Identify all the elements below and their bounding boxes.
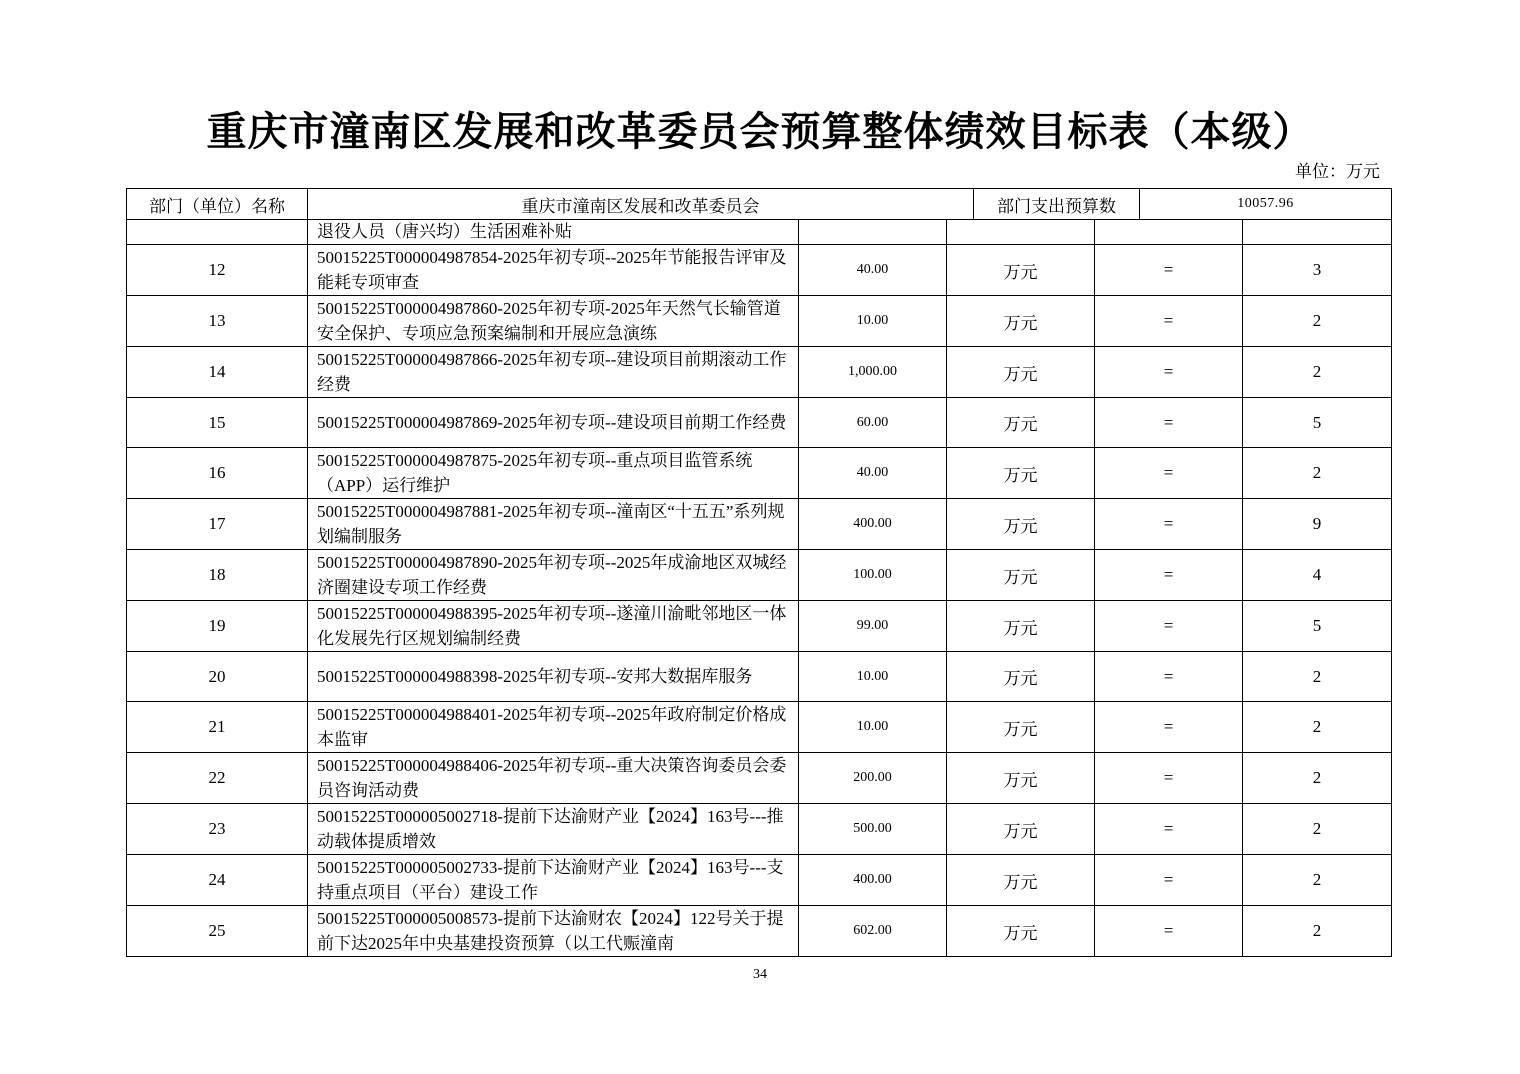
- cell-project: 50015225T000005002733-提前下达渝财产业【2024】163号---支持重点项目（平台）建设工作: [308, 855, 799, 906]
- cell-value: 2: [1243, 448, 1392, 499]
- cell-amount: 10.00: [799, 702, 947, 753]
- cell-op: =: [1095, 652, 1243, 702]
- cell-unit: 万元: [947, 245, 1095, 296]
- cell-no: 12: [127, 245, 308, 296]
- cell-value: 9: [1243, 499, 1392, 550]
- cell-unit: 万元: [947, 702, 1095, 753]
- cell-no: 18: [127, 550, 308, 601]
- cell-op: =: [1095, 499, 1243, 550]
- table-row: [127, 855, 1392, 906]
- cell-project: 50015225T000004987881-2025年初专项--潼南区“十五五”系列规划编制服务: [308, 499, 799, 550]
- table-row: [127, 804, 1392, 855]
- cell-project: 50015225T000005008573-提前下达渝财农【2024】122号关于提前下达2025年中央基建投资预算（以工代赈潼南: [308, 906, 799, 957]
- cell-value: 2: [1243, 906, 1392, 957]
- cell-no: 22: [127, 753, 308, 804]
- table-row: [127, 499, 1392, 550]
- cell-amount: 99.00: [799, 601, 947, 652]
- table-body: [127, 220, 1392, 957]
- cell-unit: 万元: [947, 601, 1095, 652]
- cell-unit: 万元: [947, 855, 1095, 906]
- cell-amount: 100.00: [799, 550, 947, 601]
- cell-unit: 万元: [947, 296, 1095, 347]
- table-row: [127, 753, 1392, 804]
- cell-value: 2: [1243, 702, 1392, 753]
- cell-project: 50015225T000005002718-提前下达渝财产业【2024】163号---推动载体提质增效: [308, 804, 799, 855]
- cell-unit: 万元: [947, 398, 1095, 448]
- cell-value: 2: [1243, 347, 1392, 398]
- cell-op: =: [1095, 906, 1243, 957]
- cell-project: 50015225T000004987869-2025年初专项--建设项目前期工作经费: [308, 398, 799, 448]
- cell-op: =: [1095, 601, 1243, 652]
- budget-label: 部门支出预算数: [974, 189, 1140, 220]
- cell-no: 23: [127, 804, 308, 855]
- cell-amount: 10.00: [799, 652, 947, 702]
- table-row-continued: [127, 220, 1392, 245]
- cell-value: 5: [1243, 601, 1392, 652]
- budget-value: 10057.96: [1140, 189, 1392, 220]
- cell-op: =: [1095, 855, 1243, 906]
- cell-no: 24: [127, 855, 308, 906]
- cell-no: 13: [127, 296, 308, 347]
- page-title: 重庆市潼南区发展和改革委员会预算整体绩效目标表（本级）: [206, 108, 1314, 155]
- table-row: [127, 652, 1392, 702]
- cell-value: 2: [1243, 652, 1392, 702]
- cell-op: =: [1095, 347, 1243, 398]
- cell-op: [1095, 220, 1243, 245]
- table-row: [127, 347, 1392, 398]
- page-number: 34: [753, 967, 767, 982]
- cell-project: 50015225T000004988398-2025年初专项--安邦大数据库服务: [308, 652, 799, 702]
- cell-no: 16: [127, 448, 308, 499]
- cell-unit: 万元: [947, 448, 1095, 499]
- cell-amount: 10.00: [799, 296, 947, 347]
- table-row: [127, 601, 1392, 652]
- cell-value: 5: [1243, 398, 1392, 448]
- header-table: [126, 188, 1392, 220]
- cell-amount: 400.00: [799, 855, 947, 906]
- table-row: [127, 296, 1392, 347]
- cell-unit: 万元: [947, 652, 1095, 702]
- cell-op: =: [1095, 296, 1243, 347]
- cell-amount: 40.00: [799, 245, 947, 296]
- cell-unit: 万元: [947, 906, 1095, 957]
- cell-project: 50015225T000004987860-2025年初专项-2025年天然气长输管道安全保护、专项应急预案编制和开展应急演练: [308, 296, 799, 347]
- cell-op: =: [1095, 448, 1243, 499]
- cell-amount: 40.00: [799, 448, 947, 499]
- cell-project: 退役人员（唐兴均）生活困难补贴: [308, 220, 799, 245]
- table-row: [127, 702, 1392, 753]
- cell-op: =: [1095, 398, 1243, 448]
- cell-project: 50015225T000004988395-2025年初专项--遂潼川渝毗邻地区一体化发展先行区规划编制经费: [308, 601, 799, 652]
- cell-op: =: [1095, 702, 1243, 753]
- cell-amount: 602.00: [799, 906, 947, 957]
- cell-unit: [947, 220, 1095, 245]
- cell-value: 4: [1243, 550, 1392, 601]
- cell-project: 50015225T000004988401-2025年初专项--2025年政府制定价格成本监审: [308, 702, 799, 753]
- cell-project: 50015225T000004987854-2025年初专项--2025年节能报告评审及能耗专项审查: [308, 245, 799, 296]
- cell-unit: 万元: [947, 550, 1095, 601]
- cell-op: =: [1095, 804, 1243, 855]
- cell-no: 25: [127, 906, 308, 957]
- cell-no: 14: [127, 347, 308, 398]
- cell-project: 50015225T000004988406-2025年初专项--重大决策咨询委员会委员咨询活动费: [308, 753, 799, 804]
- cell-value: 2: [1243, 855, 1392, 906]
- cell-amount: 500.00: [799, 804, 947, 855]
- cell-no: 19: [127, 601, 308, 652]
- table-row: [127, 398, 1392, 448]
- cell-amount: 1,000.00: [799, 347, 947, 398]
- cell-value: 2: [1243, 296, 1392, 347]
- cell-op: =: [1095, 245, 1243, 296]
- cell-unit: 万元: [947, 347, 1095, 398]
- cell-op: =: [1095, 550, 1243, 601]
- header-row: [127, 189, 1392, 220]
- cell-amount: 400.00: [799, 499, 947, 550]
- table-row: [127, 906, 1392, 957]
- cell-amount: 60.00: [799, 398, 947, 448]
- cell-no: 20: [127, 652, 308, 702]
- cell-unit: 万元: [947, 499, 1095, 550]
- cell-op: =: [1095, 753, 1243, 804]
- cell-no: 21: [127, 702, 308, 753]
- cell-amount: [799, 220, 947, 245]
- dept-name: 重庆市潼南区发展和改革委员会: [308, 189, 974, 220]
- cell-unit: 万元: [947, 804, 1095, 855]
- cell-project: 50015225T000004987890-2025年初专项--2025年成渝地区双城经济圈建设专项工作经费: [308, 550, 799, 601]
- table-row: [127, 448, 1392, 499]
- table-row: [127, 550, 1392, 601]
- cell-amount: 200.00: [799, 753, 947, 804]
- cell-no: 15: [127, 398, 308, 448]
- cell-no: [127, 220, 308, 245]
- table-row: [127, 245, 1392, 296]
- performance-table: [126, 219, 1392, 957]
- cell-unit: 万元: [947, 753, 1095, 804]
- cell-project: 50015225T000004987866-2025年初专项--建设项目前期滚动工作经费: [308, 347, 799, 398]
- cell-value: 2: [1243, 753, 1392, 804]
- cell-value: [1243, 220, 1392, 245]
- cell-value: 3: [1243, 245, 1392, 296]
- unit-label: 单位：万元: [1295, 162, 1380, 181]
- cell-project: 50015225T000004987875-2025年初专项--重点项目监管系统（APP）运行维护: [308, 448, 799, 499]
- cell-value: 2: [1243, 804, 1392, 855]
- dept-label: 部门（单位）名称: [127, 189, 308, 220]
- cell-no: 17: [127, 499, 308, 550]
